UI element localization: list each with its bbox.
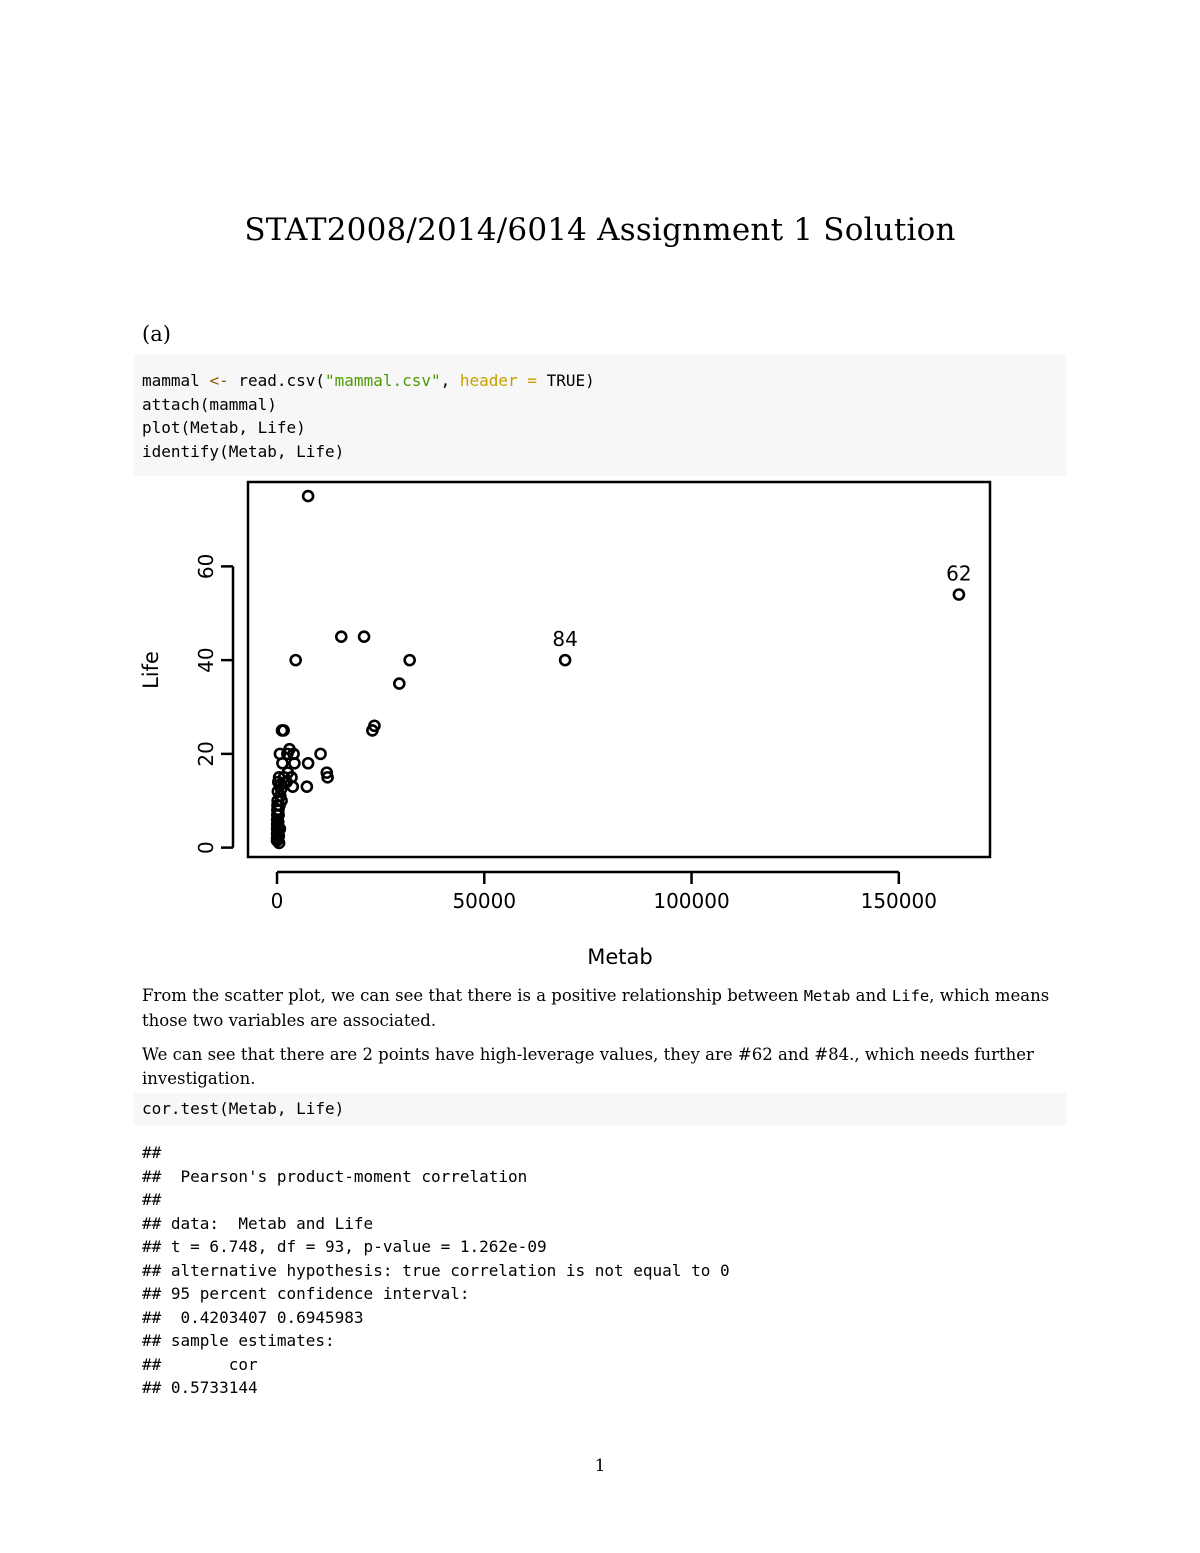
code-line-1 [142,369,1058,393]
output-line: ## Pearson's product-moment correlation [142,1166,528,1186]
output-line: ## cor [142,1354,258,1374]
data-point [336,632,346,642]
code-line-3: plot(Metab, Life) [142,418,306,437]
inline-code-metab: Metab [803,987,851,1005]
code-block-1 [134,354,1066,476]
code-token: read.csv( [228,371,326,390]
x-tick-label: 0 [270,889,284,913]
data-point [954,590,964,600]
output-line: ## alternative hypothesis: true correlation is not equal to 0 [142,1260,730,1280]
paragraph-text: From the scatter plot, we can see that there is a positive relationship between [142,986,799,1005]
output-line: ## data: Metab and Life [142,1213,374,1233]
code-token: , [440,371,460,390]
code-line: cor.test(Metab, Life) [142,1099,345,1118]
code-line-4: identify(Metab, Life) [142,441,345,461]
string-literal: "mammal.csv" [325,371,441,390]
code-token: TRUE) [536,371,595,390]
console-output [142,1141,1062,1400]
y-tick-label: 40 [194,647,218,673]
data-point [394,679,404,689]
x-axis-label: Metab [587,945,653,969]
y-tick-label: 20 [194,741,218,767]
output-line: ## t = 6.748, df = 93, p-value = 1.262e-09 [142,1237,547,1256]
point-labels [552,562,971,652]
scatter-plot [134,470,1066,980]
data-points [272,491,964,848]
point-label: 62 [946,561,972,586]
data-point [302,782,312,792]
data-point [303,758,313,768]
data-point [405,655,415,665]
output-line: ## 0.5733144 [142,1378,258,1397]
page-number: 1 [594,1456,606,1476]
data-point [316,749,326,759]
y-tick-label: 0 [194,841,218,854]
data-point [303,491,313,501]
section-heading-a: (a) [142,322,171,346]
y-axis [194,554,233,854]
output-line: ## sample estimates: [142,1331,335,1350]
code-line-2: attach(mammal) [142,394,277,414]
y-axis-label: Life [139,651,163,689]
output-line: ## [142,1143,162,1162]
paragraph-leverage: We can see that there are 2 points have high-leverage values, they are #62 and #84., which needs further investigation. [142,1045,1034,1088]
inline-code-life: Life [891,987,930,1005]
x-axis [271,872,937,913]
plot-frame [248,482,990,857]
argument-name: header = [459,371,537,390]
data-point [560,655,570,665]
x-tick-label: 150000 [860,889,937,913]
paragraph-text: and [855,986,887,1005]
assign-operator: <- [209,371,229,390]
code-token: mammal [142,371,210,390]
code-block-2 [134,1093,1066,1125]
output-line: ## 0.4203407 0.6945983 [142,1307,364,1327]
output-line: ## 95 percent confidence interval: [142,1284,470,1303]
x-tick-label: 50000 [452,889,517,913]
paragraph-text: , which means those two variables are associated. [142,986,1050,1030]
data-point [359,632,369,642]
point-label: 84 [552,627,578,652]
output-line: ## [142,1190,162,1209]
y-tick-label: 60 [194,553,218,580]
document-title: STAT2008/2014/6014 Assignment 1 Solution [244,212,956,248]
x-tick-label: 100000 [653,889,730,913]
paragraph-relationship [142,984,1067,1032]
data-point [291,655,301,665]
